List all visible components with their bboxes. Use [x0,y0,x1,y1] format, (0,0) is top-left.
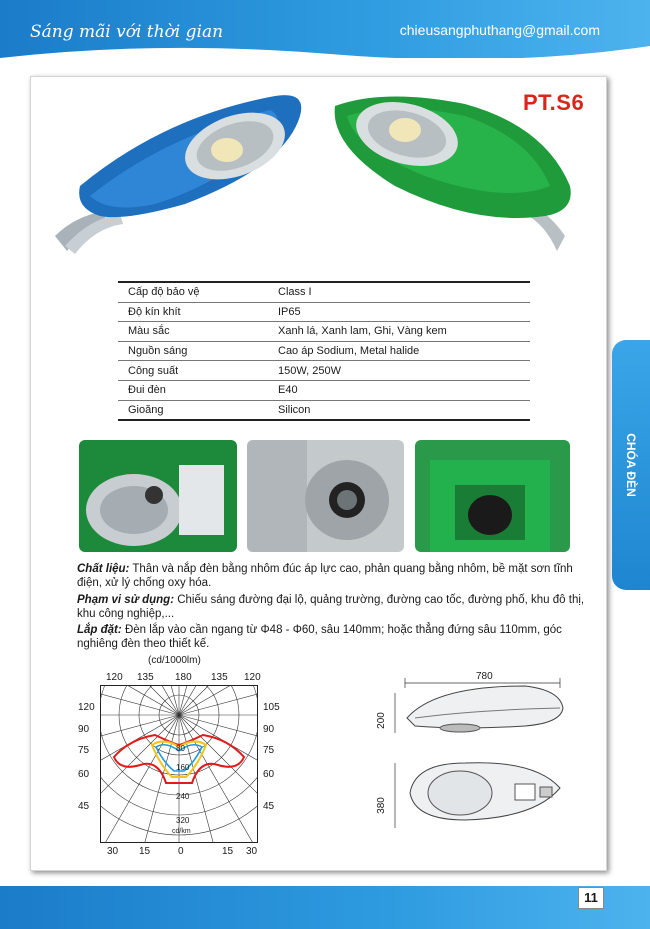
header-wave [0,40,650,70]
polar-ring-label: 160 [176,763,190,772]
spec-value: Class I [268,282,530,302]
spec-row [118,302,530,322]
slogan: Sáng mãi với thời gian [30,22,224,42]
detail-photo-interior [79,440,237,552]
spec-value: IP65 [268,302,530,322]
spec-row [118,361,530,381]
model-code: PT.S6 [523,90,585,115]
dimension-length: 780 [476,671,493,682]
spec-key: Nguồn sáng [118,341,268,361]
product-photo-blue [45,86,310,256]
scope-text: Chiếu sáng đường đại lộ, quảng trường, đường cao tốc, đường phố, khu đô thị, khu công nghiệp,... [77,594,585,620]
description-install [77,623,587,651]
spec-row [118,322,530,342]
spec-row [118,282,530,302]
polar-bottom-label: 15 [222,846,234,857]
material-label: Chất liệu: [77,563,130,575]
spec-row [118,380,530,400]
spec-key: Màu sắc [118,322,268,342]
spec-key: Cấp độ bảo vệ [118,282,268,302]
detail-photo-housing [415,440,570,552]
polar-top-label: 180 [175,672,192,683]
install-text: Đèn lắp vào cần ngang từ Φ48 - Φ60, sâu 140mm; hoặc thẳng đứng sâu 110mm, góc nghiêng đèn theo thiết kế. [77,624,562,650]
polar-bottom-label: 30 [246,846,258,857]
dimension-height: 200 [375,712,387,729]
contact-email[interactable]: chieusangphuthang@gmail.com [399,22,600,38]
polar-right-label: 105 [263,702,280,713]
spec-key: Gioăng [118,400,268,420]
spec-value: Silicon [268,400,530,420]
spec-row [118,400,530,420]
polar-top-label: 120 [244,672,261,683]
polar-left-label: 75 [78,745,90,756]
polar-top-label: 120 [106,672,123,683]
polar-right-label: 60 [263,769,275,780]
polar-left-label: 60 [78,769,90,780]
install-label: Lắp đặt: [77,624,122,636]
category-tab-label: CHÓA ĐÈN [624,433,638,497]
polar-ring-label: 240 [176,792,190,801]
polar-left-label: 45 [78,801,90,812]
polar-ring-unit: cd/km [172,828,191,835]
material-text: Thân và nắp đèn bằng nhôm đúc áp lực cao, phản quang bằng nhôm, bề mặt sơn tĩnh điện, xử lý chống oxy hóa. [77,563,573,589]
polar-top-label: 135 [137,672,154,683]
dimension-width: 380 [375,797,387,814]
detail-photo-socket [247,440,404,552]
polar-unit: (cd/1000lm) [148,655,201,666]
spec-value: E40 [268,380,530,400]
spec-key: Công suất [118,361,268,381]
page-number: 11 [578,887,604,909]
spec-row [118,341,530,361]
polar-bottom-label: 0 [178,846,184,857]
spec-table [118,281,530,421]
spec-key: Độ kín khít [118,302,268,322]
polar-right-label: 90 [263,724,275,735]
spec-value: Xanh lá, Xanh lam, Ghi, Vàng kem [268,322,530,342]
polar-left-label: 90 [78,724,90,735]
polar-bottom-label: 30 [107,846,119,857]
polar-right-label: 45 [263,801,275,812]
polar-ring-label: 80 [176,744,185,753]
polar-right-label: 75 [263,745,275,756]
dimension-drawing [375,668,575,838]
spec-key: Đui đèn [118,380,268,400]
category-tab[interactable] [612,340,650,590]
spec-value: 150W, 250W [268,361,530,381]
polar-ring-label: 320 [176,816,190,825]
polar-top-label: 135 [211,672,228,683]
footer-bar [0,886,650,929]
description-scope [77,593,587,621]
polar-left-label: 120 [78,702,95,713]
spec-value: Cao áp Sodium, Metal halide [268,341,530,361]
description-material [77,562,587,590]
polar-bottom-label: 15 [139,846,151,857]
scope-label: Phạm vi sử dụng: [77,594,175,606]
